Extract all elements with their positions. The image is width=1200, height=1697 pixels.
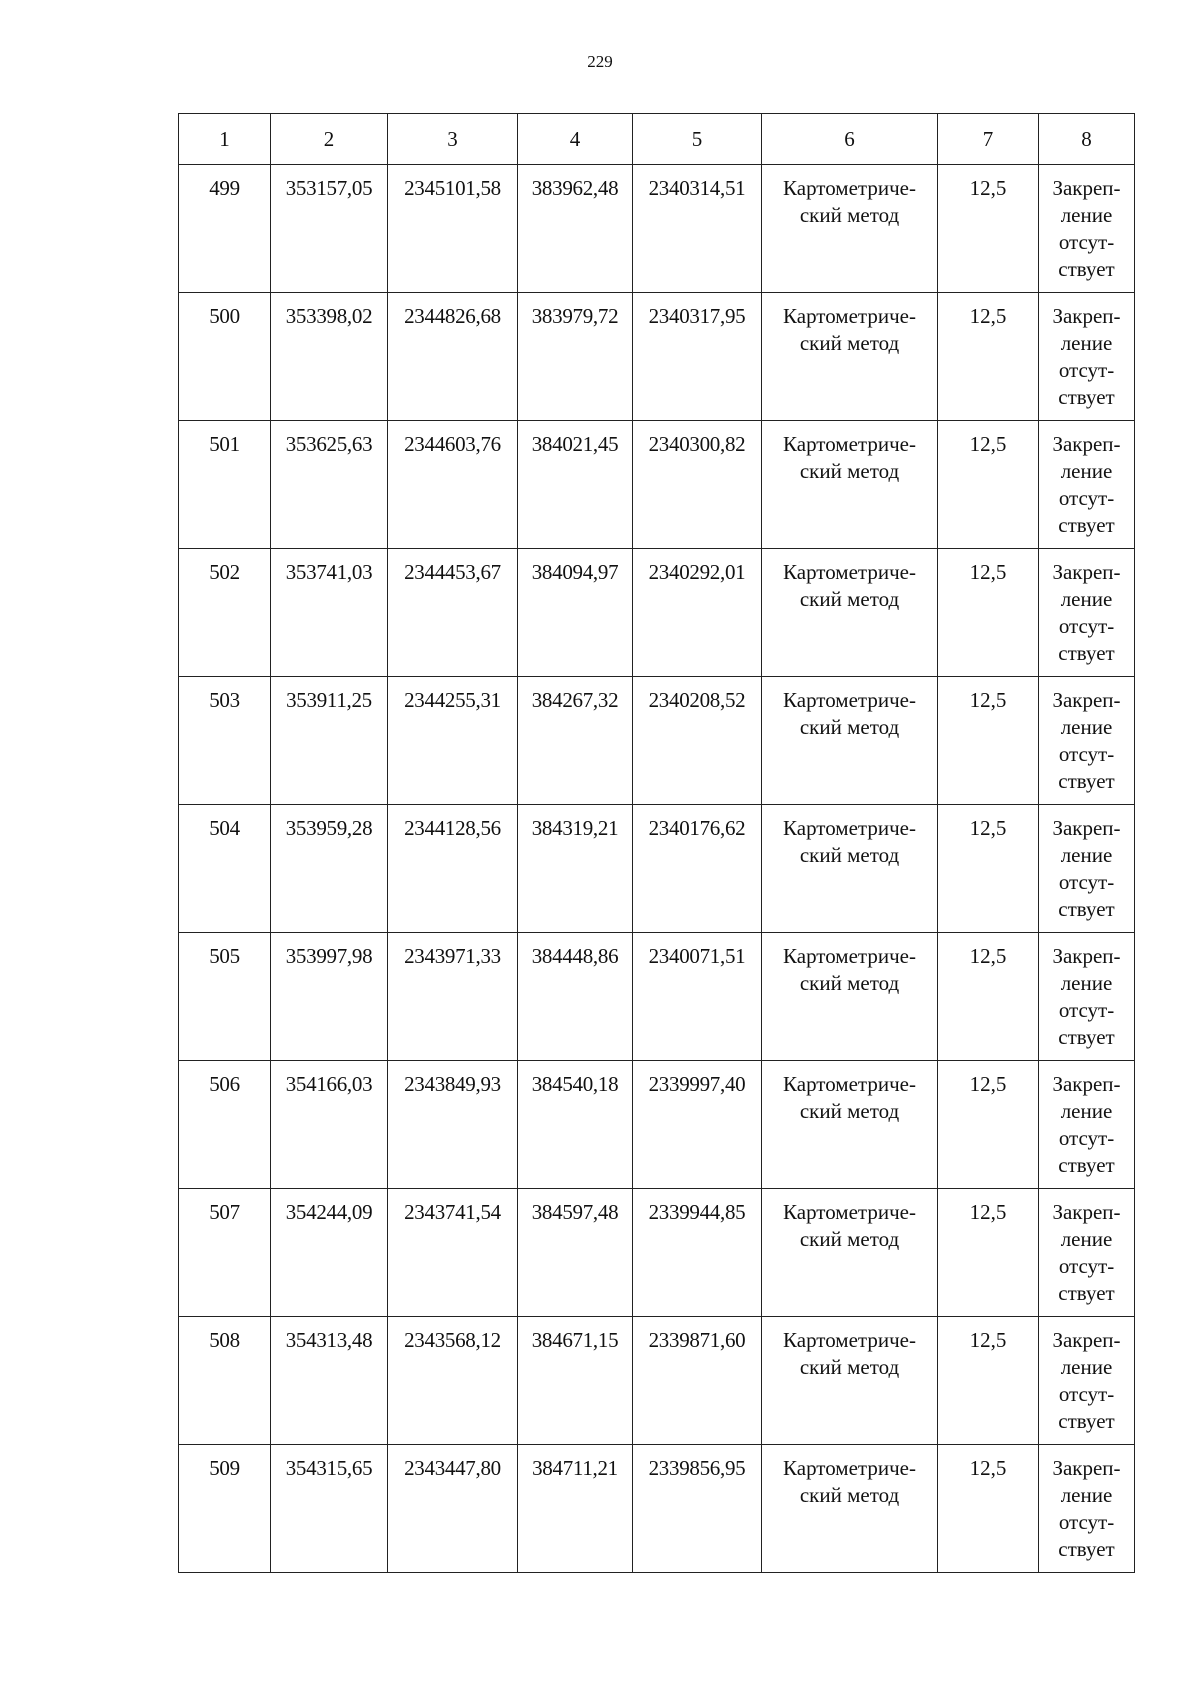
point-number-cell: 503 — [179, 677, 271, 805]
coordinate-cell: 2343849,93 — [388, 1061, 518, 1189]
method-cell: Картометриче-ский метод — [762, 421, 938, 549]
coordinate-cell: 384540,18 — [518, 1061, 633, 1189]
method-cell: Картометриче-ский метод — [762, 805, 938, 933]
coordinate-cell: 2340176,62 — [633, 805, 762, 933]
table-row — [179, 1189, 1135, 1317]
point-number-cell: 501 — [179, 421, 271, 549]
coordinate-cell: 384319,21 — [518, 805, 633, 933]
header-cell-3: 3 — [388, 114, 518, 165]
accuracy-cell: 12,5 — [938, 1189, 1039, 1317]
method-cell: Картометриче-ский метод — [762, 933, 938, 1061]
coordinate-cell: 384094,97 — [518, 549, 633, 677]
header-cell-5: 5 — [633, 114, 762, 165]
fixing-cell: Закреп-ление отсут-ствует — [1039, 293, 1135, 421]
coordinate-cell: 2339856,95 — [633, 1445, 762, 1573]
coordinate-cell: 384448,86 — [518, 933, 633, 1061]
accuracy-cell: 12,5 — [938, 805, 1039, 933]
header-cell-2: 2 — [271, 114, 388, 165]
coordinate-cell: 354315,65 — [271, 1445, 388, 1573]
fixing-cell: Закреп-ление отсут-ствует — [1039, 421, 1135, 549]
coordinate-cell: 2339871,60 — [633, 1317, 762, 1445]
table-row — [179, 549, 1135, 677]
fixing-cell: Закреп-ление отсут-ствует — [1039, 805, 1135, 933]
fixing-cell: Закреп-ление отсут-ствует — [1039, 549, 1135, 677]
fixing-cell: Закреп-ление отсут-ствует — [1039, 1445, 1135, 1573]
method-cell: Картометриче-ский метод — [762, 293, 938, 421]
table-row — [179, 165, 1135, 293]
accuracy-cell: 12,5 — [938, 549, 1039, 677]
coordinate-cell: 354166,03 — [271, 1061, 388, 1189]
coordinate-cell: 384711,21 — [518, 1445, 633, 1573]
page-number: 229 — [587, 52, 613, 71]
coordinate-cell: 353959,28 — [271, 805, 388, 933]
accuracy-cell: 12,5 — [938, 677, 1039, 805]
coordinate-cell: 354244,09 — [271, 1189, 388, 1317]
coordinate-cell: 383979,72 — [518, 293, 633, 421]
accuracy-cell: 12,5 — [938, 1317, 1039, 1445]
coordinates-table — [178, 113, 1135, 1573]
coordinate-cell: 2344603,76 — [388, 421, 518, 549]
method-cell: Картометриче-ский метод — [762, 549, 938, 677]
header-row — [179, 114, 1135, 165]
method-cell: Картометриче-ский метод — [762, 1189, 938, 1317]
point-number-cell: 504 — [179, 805, 271, 933]
fixing-cell: Закреп-ление отсут-ствует — [1039, 1189, 1135, 1317]
table-header — [179, 114, 1135, 165]
coordinate-cell: 2340071,51 — [633, 933, 762, 1061]
coordinate-cell: 384021,45 — [518, 421, 633, 549]
accuracy-cell: 12,5 — [938, 421, 1039, 549]
coordinate-cell: 2340292,01 — [633, 549, 762, 677]
point-number-cell: 499 — [179, 165, 271, 293]
accuracy-cell: 12,5 — [938, 1061, 1039, 1189]
point-number-cell: 509 — [179, 1445, 271, 1573]
header-cell-1: 1 — [179, 114, 271, 165]
coordinate-cell: 2344255,31 — [388, 677, 518, 805]
coordinate-cell: 354313,48 — [271, 1317, 388, 1445]
method-cell: Картометриче-ский метод — [762, 1445, 938, 1573]
fixing-cell: Закреп-ление отсут-ствует — [1039, 1317, 1135, 1445]
point-number-cell: 507 — [179, 1189, 271, 1317]
point-number-cell: 500 — [179, 293, 271, 421]
coordinate-cell: 383962,48 — [518, 165, 633, 293]
coordinate-cell: 2343971,33 — [388, 933, 518, 1061]
coordinate-cell: 2340314,51 — [633, 165, 762, 293]
coordinate-cell: 2345101,58 — [388, 165, 518, 293]
header-cell-7: 7 — [938, 114, 1039, 165]
coordinate-cell: 2340300,82 — [633, 421, 762, 549]
table-body — [179, 165, 1135, 1573]
table-row — [179, 805, 1135, 933]
coordinate-cell: 2344826,68 — [388, 293, 518, 421]
coordinate-cell: 384267,32 — [518, 677, 633, 805]
table-row — [179, 293, 1135, 421]
method-cell: Картометриче-ский метод — [762, 165, 938, 293]
header-cell-8: 8 — [1039, 114, 1135, 165]
coordinate-cell: 2343741,54 — [388, 1189, 518, 1317]
header-cell-6: 6 — [762, 114, 938, 165]
coordinate-cell: 353997,98 — [271, 933, 388, 1061]
coordinate-cell: 353741,03 — [271, 549, 388, 677]
coordinate-cell: 384671,15 — [518, 1317, 633, 1445]
table-row — [179, 677, 1135, 805]
point-number-cell: 505 — [179, 933, 271, 1061]
coordinate-cell: 2339944,85 — [633, 1189, 762, 1317]
coordinate-cell: 353157,05 — [271, 165, 388, 293]
coordinate-cell: 2343568,12 — [388, 1317, 518, 1445]
header-cell-4: 4 — [518, 114, 633, 165]
point-number-cell: 506 — [179, 1061, 271, 1189]
coordinate-cell: 353625,63 — [271, 421, 388, 549]
coordinate-cell: 2344453,67 — [388, 549, 518, 677]
coordinate-cell: 2339997,40 — [633, 1061, 762, 1189]
table-row — [179, 1317, 1135, 1445]
table-row — [179, 1445, 1135, 1573]
fixing-cell: Закреп-ление отсут-ствует — [1039, 165, 1135, 293]
coordinate-cell: 353398,02 — [271, 293, 388, 421]
fixing-cell: Закреп-ление отсут-ствует — [1039, 933, 1135, 1061]
method-cell: Картометриче-ский метод — [762, 1317, 938, 1445]
accuracy-cell: 12,5 — [938, 933, 1039, 1061]
accuracy-cell: 12,5 — [938, 293, 1039, 421]
table-row — [179, 1061, 1135, 1189]
point-number-cell: 502 — [179, 549, 271, 677]
table-row — [179, 933, 1135, 1061]
fixing-cell: Закреп-ление отсут-ствует — [1039, 677, 1135, 805]
coordinate-cell: 2340208,52 — [633, 677, 762, 805]
method-cell: Картометриче-ский метод — [762, 1061, 938, 1189]
fixing-cell: Закреп-ление отсут-ствует — [1039, 1061, 1135, 1189]
point-number-cell: 508 — [179, 1317, 271, 1445]
table-row — [179, 421, 1135, 549]
coordinate-cell: 2343447,80 — [388, 1445, 518, 1573]
coordinate-cell: 2340317,95 — [633, 293, 762, 421]
coordinate-cell: 384597,48 — [518, 1189, 633, 1317]
accuracy-cell: 12,5 — [938, 165, 1039, 293]
method-cell: Картометриче-ский метод — [762, 677, 938, 805]
accuracy-cell: 12,5 — [938, 1445, 1039, 1573]
coordinate-cell: 2344128,56 — [388, 805, 518, 933]
coordinate-cell: 353911,25 — [271, 677, 388, 805]
